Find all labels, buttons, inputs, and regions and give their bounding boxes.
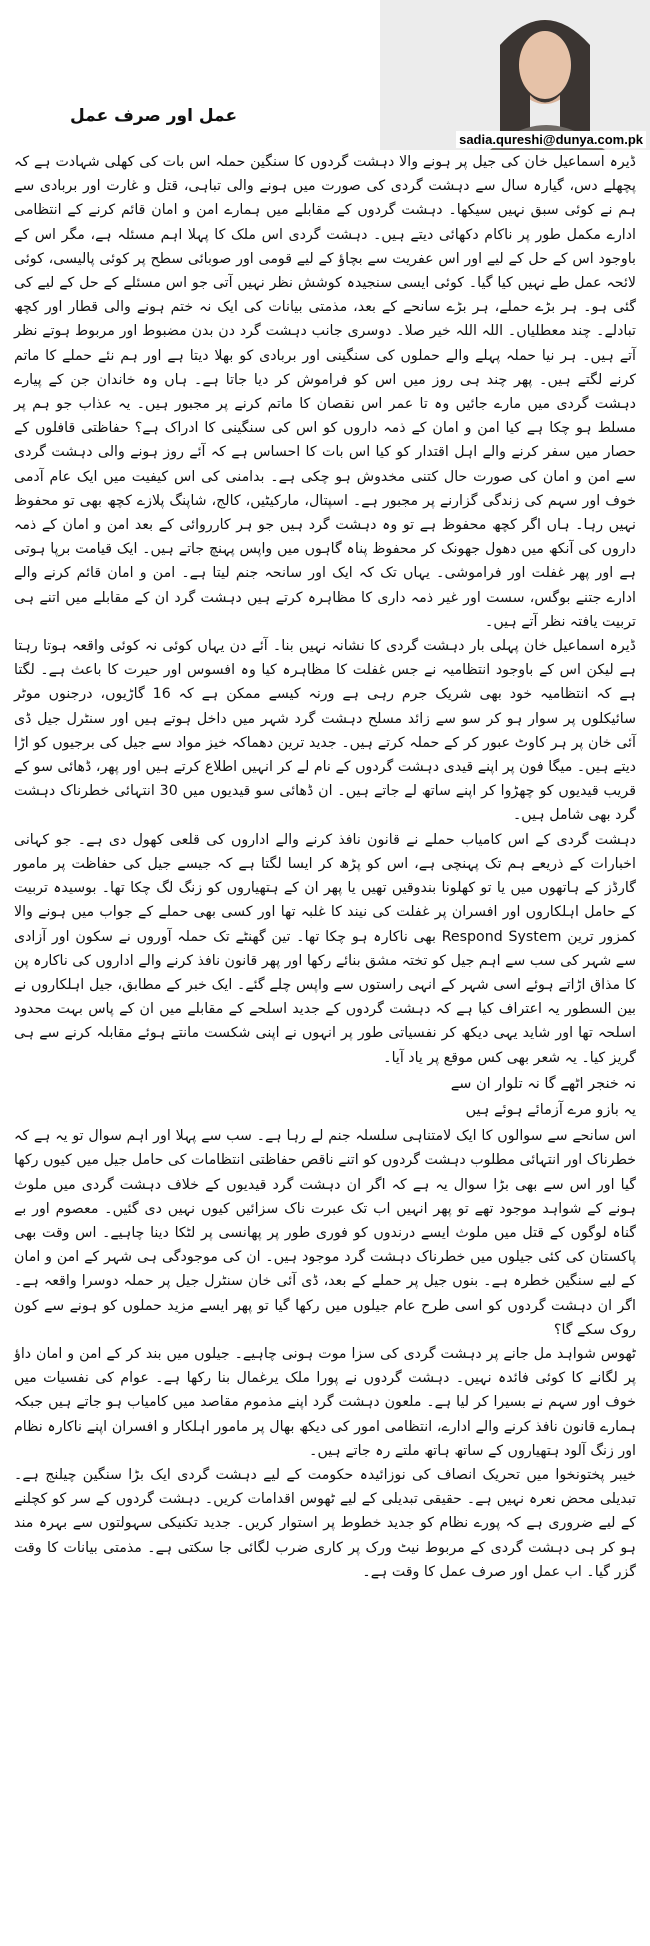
- verse-line: یہ بازو مرے آزمائے ہوئے ہیں: [465, 1101, 636, 1118]
- column-title: عمل اور صرف عمل: [70, 106, 238, 126]
- article-paragraph: خیبر پختونخوا میں تحریک انصاف کی نوزائیدہ حکومت کے لیے دہشت گردی ایک بڑا سنگین چیلنج ہے۔ تبدیلی محض نعرہ نہیں ہے۔ حقیقی تبدیلی کے لیے ٹھوس اقدامات کریں۔ دہشت گردوں کے سر کو کچلنے کے لیے ضروری ہے کہ پورے نظام کو جدید خطوط پر استوار کریں۔ جدید تکنیکی سہولتوں سے بہرہ مند ہو کر ہی دہشت گردی کے مربوط نیٹ ورک پر کاری ضرب لگائی جا سکتی ہے۔ مذمتی بیانات کا وقت گزر گیا۔ اب عمل اور صرف عمل کا وقت ہے۔: [14, 1466, 636, 1580]
- author-email[interactable]: sadia.qureshi@dunya.com.pk: [456, 131, 646, 148]
- verse-line: نہ خنجر اٹھے گا نہ تلوار ان سے: [450, 1075, 636, 1092]
- article-paragraph: ٹھوس شواہد مل جانے پر دہشت گردی کی سزا موت ہونی چاہیے۔ جیلوں میں بند کر کے امن و امان داؤ پر لگانے کا کوئی فائدہ نہیں۔ دہشت گردوں نے پورا ملک یرغمال بنا رکھا ہے۔ عوام کی نفسیات میں خوف اور سہم نے بسیرا کر لیا ہے۔ ملعون دہشت گرد اپنے مذموم مقاصد میں کامیاب ہو جاتے ہیں جبکہ ہمارے قانون نافذ کرنے والے ادارے، انتظامی امور کی دیکھ بھال پر مامور اہلکار و افسران اپنے ناکارہ نظام اور زنگ آلود ہتھیاروں کے ساتھ ہاتھ ملتے رہ جاتے ہیں۔: [14, 1345, 636, 1459]
- article-paragraph: دہشت گردی کے اس کامیاب حملے نے قانون نافذ کرنے والے اداروں کی قلعی کھول دی ہے۔ جو کہانی اخبارات کے ذریعے ہم تک پہنچی ہے، اس کو پڑھ کر ایسا لگتا ہے کہ جیسے جیل کی حفاظت پر مامور گارڈز کے ہاتھوں میں یا تو کھلونا بندوقیں تھیں یا پھر ان کے ہتھیاروں کو زنگ لگ چکا تھا۔ بوسیدہ تربیت کے حامل اہلکاروں اور افسران پر غفلت کی نیند کا غلبہ تھا اور کسی بھی حملے کے جواب میں ہونے والا کمزور ترین Respond System بھی ناکارہ ہو چکا تھا۔ تین گھنٹے تک حملہ آوروں نے سکون اور آزادی سے شہر کی سب سے اہم جیل کو تختہ مشق بنائے رکھا اور پھر قانون نافذ کرنے والے اداروں کی ناکارہ پن کا مذاق اڑاتے ہوئے اسی شہر کے انہی راستوں سے واپس چلے گئے۔ ایک خبر کے مطابق، جیل اہلکاروں نے بین السطور یہ اعتراف کیا ہے کہ دہشت گردوں کے جدید اسلحے کے مقابلے میں ان کے پاس بہت محدود اسلحہ تھا اور شاید یہی دیکھ کر نفسیاتی طور پر انہوں نے اپنی شکست مانتے ہوئے مقابلہ کرنے سے ہی گریز کیا۔ یہ شعر بھی کس موقع پر یاد آیا۔: [14, 831, 636, 1066]
- author-photo: [380, 0, 650, 150]
- author-portrait-icon: [380, 0, 650, 150]
- column-header: [0, 0, 650, 152]
- article-paragraph: ڈیرہ اسماعیل خان پہلی بار دہشت گردی کا نشانہ نہیں بنا۔ آئے دن یہاں کوئی نہ کوئی واقعہ ہوتا رہتا ہے لیکن اس کے باوجود انتظامیہ نے جس غفلت کا مظاہرہ کیا وہ افسوس اور حیرت کا باعث ہے۔ لگتا ہے کہ انتظامیہ خود بھی شریک جرم رہی ہے ورنہ کیسے ممکن ہے کہ 16 گاڑیوں، درجنوں موٹر سائیکلوں پر سوار ہو کر سو سے زائد مسلح دہشت گرد شہر میں داخل ہوتے ہیں اور سنٹرل جیل ڈی آئی خان پر ہر کاوٹ عبور کر کے حملہ کرتے ہیں۔ جدید ترین دھماکہ خیز مواد سے جیل کی برجیوں کو اڑا دیتے ہیں۔ میگا فون پر اپنے قیدی دہشت گردوں کے نام لے کر انہیں اطلاع کرتے ہیں اور پھر، ڈھائی سو کے قریب قیدیوں کو چھڑوا کر اپنے ساتھ لے جاتے ہیں۔ ان ڈھائی سو قیدیوں میں 30 انتہائی خطرناک دہشت گرد بھی شامل ہیں۔: [14, 638, 636, 824]
- article-body: [14, 150, 636, 1584]
- article-paragraph: اس سانحے سے سوالوں کا ایک لامتناہی سلسلہ جنم لے رہا ہے۔ سب سے پہلا اور اہم سوال تو یہ ہے کہ خطرناک اور انتہائی مطلوب دہشت گردوں کو اتنے ناقص حفاظتی انتظامات کی حامل جیل میں کیوں رکھا گیا اور اس سے بھی بڑا سوال یہ ہے کہ اگر ان دہشت گرد قیدیوں کے خلاف دہشت گردی میں ملوث ہونے کے شواہد موجود تھے تو پھر انہیں اب تک عبرت ناک سزائیں کیوں نہیں دی گئیں۔ معصوم اور بے گناہ لوگوں کے قتل میں ملوث ایسے درندوں کو فوری طور پر پھانسی پر لٹکا دینا چاہیے۔ اس وقت بھی پاکستان کی کئی جیلوں میں خطرناک دہشت گرد موجود ہیں۔ ان کی موجودگی ہی شہر کے امن و امان کے لیے سنگین خطرہ ہے۔ بنوں جیل پر حملے کے بعد، ڈی آئی خان سنٹرل جیل پر حملہ دوسرا واقعہ ہے۔ اگر ان دہشت گردوں کو اسی طرح عام جیلوں میں رکھا گیا تو پھر ایسے مزید حملوں کو ہونے سے کون روک سکے گا؟: [14, 1128, 636, 1338]
- article-paragraph: ڈیرہ اسماعیل خان کی جیل پر ہونے والا دہشت گردوں کا سنگین حملہ اس بات کی کھلی شہادت ہے کہ پچھلے دس، گیارہ سال سے دہشت گردی کی صورت میں ہونے والی تباہی، قتل و غارت اور بربادی سے ہم نے کوئی سبق نہیں سیکھا۔ دہشت گردوں کے مقابلے میں ہمارے امن و امان قائم کرنے کے انتظامی ادارے مکمل طور پر ناکام دکھائی دیتے ہیں۔ دہشت گردی اس ملک کا پہلا اہم مسئلہ ہے، مگر اس کے باوجود اس کے حل کے لیے اور اس عفریت سے بچاؤ کے لیے قومی اور صوبائی سطح پر کوئی پالیسی، کوئی لائحہ عمل طے نہیں کیا گیا۔ کوئی ایسی سنجیدہ کوشش نظر نہیں آتی جو اس مسئلے کے حل کے لیے کی گئی ہو۔ ہر بڑے حملے، ہر بڑے سانحے کے بعد، مذمتی بیانات کی ایک نہ ختم ہونے والی قطار اور کچھ تبادلے۔ چند معطلیاں۔ اللہ اللہ خیر صلا۔ دوسری جانب دہشت گرد دن بدن مضبوط اور مربوط ہوتے نظر آتے ہیں۔ ہر نیا حملہ پہلے والے حملوں کی سنگینی اور بربادی کو بھلا دیتا ہے اور ہم نئے حملے کا ماتم کرنے لگتے ہیں۔ پھر چند ہی روز میں اس کو فراموش کر دیا جاتا ہے۔ ہاں وہ خاندان جن کے پیارے دہشت گردی میں مارے جائیں وہ تا عمر اس نقصان کا ماتم کرنے پر مجبور ہیں۔ یہ عذاب جو ہم پر مسلط ہو چکا ہے کیا امن و امان کے ذمہ داروں کو اس کی سنگینی کا ادراک ہے؟ حفاظتی قافلوں کے حصار میں سفر کرنے والے اہل اقتدار کو کیا اس بات کا احساس ہے کہ آئے روز ہونے والی دہشت گردی سے امن و امان کی صورت حال کتنی مخدوش ہو چکی ہے۔ بدامنی کی اس کیفیت میں ایک عام آدمی خوف اور سہم کی زندگی گزارنے پر مجبور ہے۔ اسپتال، مارکیٹیں، کالج، شاپنگ پلازے کچھ بھی تو محفوظ نہیں رہا۔ ہاں اگر کچھ محفوظ ہے تو وہ دہشت گرد ہیں جو ہر کارروائی کے بعد امن و امان کے ذمہ داروں کی آنکھ میں دھول جھونک کر محفوظ پناہ گاہوں میں واپس پہنچ جاتے ہیں۔ ایک قیامت برپا ہوتی ہے اور پھر غفلت اور فراموشی۔ یہاں تک کہ ایک اور سانحہ جنم لیتا ہے۔ امن و امان قائم کرنے والے ادارے جتنے بوگس، سست اور غیر ذمہ داری کا مظاہرہ کرتے ہیں دہشت گرد ان کے مقابلے میں اتنے ہی تربیت یافتہ نظر آتے ہیں۔: [14, 154, 636, 630]
